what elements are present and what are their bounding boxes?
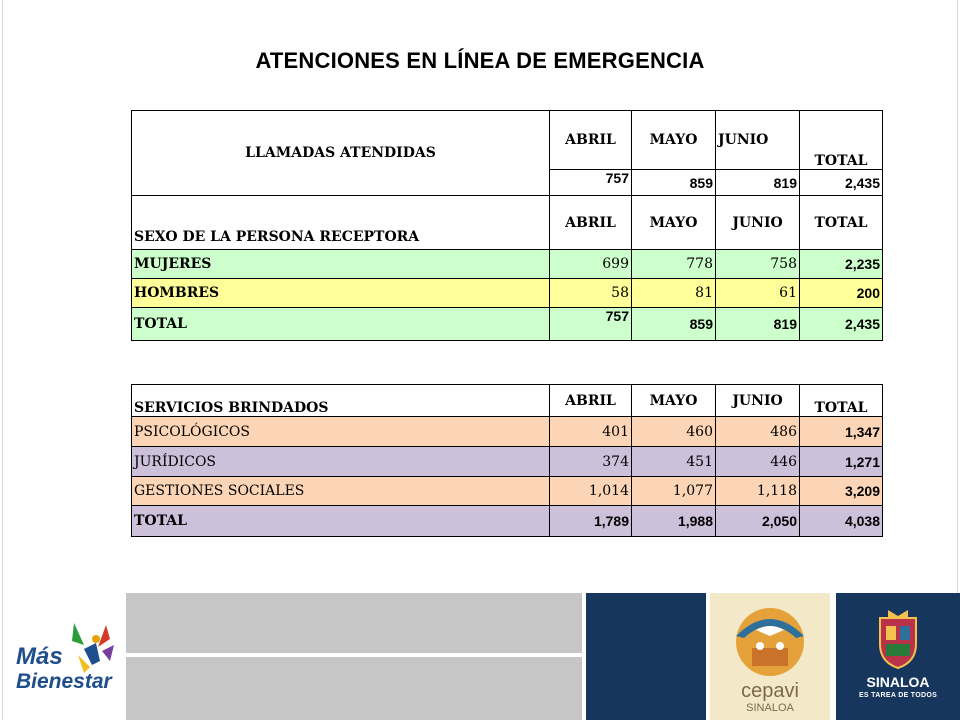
cell-value: 1,077 [632, 477, 716, 506]
cell-total: 4,038 [800, 506, 883, 537]
cell-total: 2,235 [800, 250, 883, 279]
services-header: SERVICIOS BRINDADOS [132, 385, 550, 417]
cell-value: 374 [550, 447, 632, 477]
row-label-psicologicos: PSICOLÓGICOS [132, 417, 550, 447]
cell-value: 778 [632, 250, 716, 279]
services-month-junio: JUNIO [716, 385, 800, 417]
table-row [132, 250, 883, 279]
calls-value-junio: 819 [716, 170, 800, 196]
cepavi-text: cepavi [741, 680, 799, 702]
cell-value: 2,050 [716, 506, 800, 537]
calls-value-total: 2,435 [800, 170, 883, 196]
cell-value: 859 [632, 308, 716, 341]
calls-value-mayo: 859 [632, 170, 716, 196]
cell-value: 58 [550, 279, 632, 308]
sex-table [131, 195, 883, 341]
cell-value: 460 [632, 417, 716, 447]
table-row [132, 308, 883, 341]
cell-total: 1,271 [800, 447, 883, 477]
sex-month-abril: ABRIL [550, 196, 632, 250]
row-label-gestiones: GESTIONES SOCIALES [132, 477, 550, 506]
table-row [132, 447, 883, 477]
table-row [132, 477, 883, 506]
cell-value: 757 [550, 308, 632, 341]
cell-value: 1,789 [550, 506, 632, 537]
calls-month-abril: ABRIL [550, 111, 632, 170]
cell-value: 758 [716, 250, 800, 279]
cell-value: 1,988 [632, 506, 716, 537]
cell-value: 699 [550, 250, 632, 279]
cell-value: 451 [632, 447, 716, 477]
row-label-total: TOTAL [132, 308, 550, 341]
calls-total-label: TOTAL [800, 111, 883, 170]
cepavi-emblem-icon [726, 600, 814, 678]
row-label-total: TOTAL [132, 506, 550, 537]
sex-month-junio: JUNIO [716, 196, 800, 250]
calls-header: LLAMADAS ATENDIDAS [132, 111, 550, 196]
page-title: ATENCIONES EN LÍNEA DE EMERGENCIA [255, 48, 705, 73]
services-total-label: TOTAL [800, 385, 883, 417]
calls-month-mayo: MAYO [632, 111, 716, 170]
table-row [132, 279, 883, 308]
sex-month-mayo: MAYO [632, 196, 716, 250]
row-label-juridicos: JURÍDICOS [132, 447, 550, 477]
cell-value: 61 [716, 279, 800, 308]
sinaloa-text: SINALOA [866, 674, 930, 690]
cell-value: 1,014 [550, 477, 632, 506]
calls-table [131, 110, 883, 196]
sinaloa-slogan-text: ES TAREA DE TODOS [858, 692, 938, 699]
cell-total: 200 [800, 279, 883, 308]
footer-gray-block-top [126, 593, 582, 653]
left-border-line [2, 0, 3, 720]
cell-value: 819 [716, 308, 800, 341]
logo-bienestar-text: Bienestar [16, 670, 112, 693]
sex-total-label: TOTAL [800, 196, 883, 250]
logo-mas-text: Más [16, 643, 63, 670]
cepavi-sinaloa-text: SINALOA [746, 702, 794, 714]
cell-value: 1,118 [716, 477, 800, 506]
cell-value: 446 [716, 447, 800, 477]
table-row [132, 417, 883, 447]
table-row [132, 506, 883, 537]
cell-total: 3,209 [800, 477, 883, 506]
row-label-hombres: HOMBRES [132, 279, 550, 308]
services-table [131, 384, 883, 537]
sex-header: SEXO DE LA PERSONA RECEPTORA [132, 196, 550, 250]
calls-value-abril: 757 [550, 170, 632, 196]
services-month-abril: ABRIL [550, 385, 632, 417]
cell-value: 401 [550, 417, 632, 447]
row-label-mujeres: MUJERES [132, 250, 550, 279]
calls-month-junio: JUNIO [716, 111, 800, 170]
sinaloa-shield-icon [874, 608, 922, 670]
cell-total: 1,347 [800, 417, 883, 447]
footer-gray-block-bottom [126, 657, 582, 720]
services-month-mayo: MAYO [632, 385, 716, 417]
cell-value: 486 [716, 417, 800, 447]
footer-blue-block [586, 593, 706, 720]
cell-value: 81 [632, 279, 716, 308]
cell-total: 2,435 [800, 308, 883, 341]
